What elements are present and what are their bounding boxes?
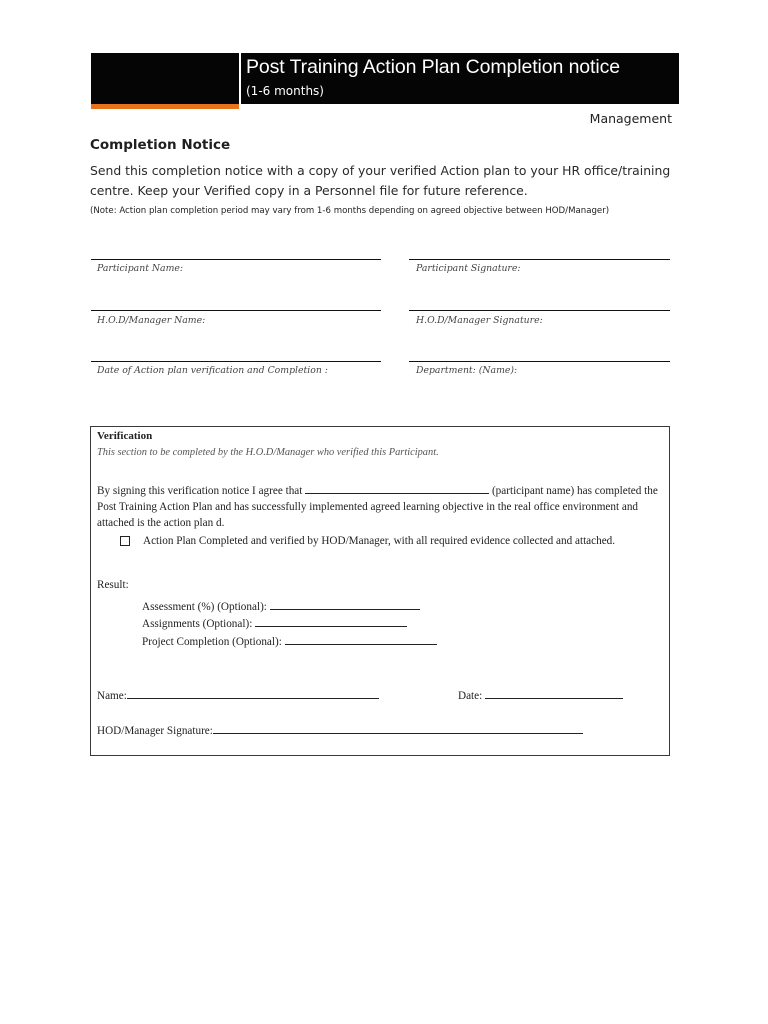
hod-signature-label: H.O.D/Manager Signature: (416, 315, 543, 326)
completion-checkbox[interactable] (120, 536, 130, 546)
department-line[interactable] (409, 361, 670, 362)
result-label: Result: (97, 579, 129, 591)
document-title: Post Training Action Plan Completion notice (246, 56, 620, 78)
verification-subheading: This section to be completed by the H.O.D/Manager who verified this Participant. (97, 447, 439, 458)
note-text: (Note: Action plan completion period may vary from 1-6 months depending on agreed objective between HOD/Manager) (90, 206, 610, 216)
participant-name-label: Participant Name: (97, 263, 184, 274)
verification-statement (97, 482, 663, 531)
name-label: Name: (97, 690, 127, 702)
checkbox-label: Action Plan Completed and verified by HOD/Manager, with all required evidence collected and attached. (143, 535, 616, 547)
date-field (458, 687, 623, 702)
hod-signature-field (97, 722, 583, 737)
instructions-text: Send this completion notice with a copy of your verified Action plan to your HR office/training centre. Keep your Verified copy in a Personnel file for future reference. (90, 163, 671, 198)
document-subtitle: (1-6 months) (246, 84, 324, 98)
verification-date-label: Date of Action plan verification and Completion : (97, 365, 328, 376)
assignments-blank[interactable] (255, 615, 407, 627)
hod-signature-line[interactable] (409, 310, 670, 311)
participant-name-blank[interactable] (305, 482, 489, 494)
assessment-field (142, 598, 420, 613)
statement-start: By signing this verification notice I agree that (97, 485, 306, 497)
assessment-label: Assessment (%) (Optional): (142, 601, 270, 613)
statement-rest: (participant name) has completed the Post Training Action Plan and has successfully implemented agreed learning objective in the real office environment and attached is the action plan d. (97, 485, 658, 529)
category-label: Management (589, 111, 672, 126)
participant-signature-line[interactable] (409, 259, 670, 260)
verification-heading: Verification (97, 430, 153, 442)
hod-name-line[interactable] (91, 310, 381, 311)
project-completion-blank[interactable] (285, 633, 437, 645)
name-blank[interactable] (127, 687, 379, 699)
section-heading: Completion Notice (90, 137, 231, 153)
verification-box (90, 426, 670, 756)
project-completion-label: Project Completion (Optional): (142, 636, 285, 648)
project-completion-field (142, 633, 437, 648)
accent-rule (91, 104, 239, 109)
assignments-label: Assignments (Optional): (142, 618, 256, 630)
department-label: Department: (Name): (416, 365, 518, 376)
date-blank[interactable] (485, 687, 623, 699)
assignments-field (142, 615, 407, 630)
participant-signature-label: Participant Signature: (416, 263, 521, 274)
name-field (97, 687, 379, 702)
header-logo-block (91, 53, 241, 104)
participant-name-line[interactable] (91, 259, 381, 260)
assessment-blank[interactable] (270, 598, 420, 610)
hod-name-label: H.O.D/Manager Name: (97, 315, 206, 326)
hod-signature-blank[interactable] (213, 722, 583, 734)
verification-date-line[interactable] (91, 361, 381, 362)
hod-signature-field-label: HOD/Manager Signature: (97, 725, 213, 737)
date-label: Date: (458, 690, 486, 702)
